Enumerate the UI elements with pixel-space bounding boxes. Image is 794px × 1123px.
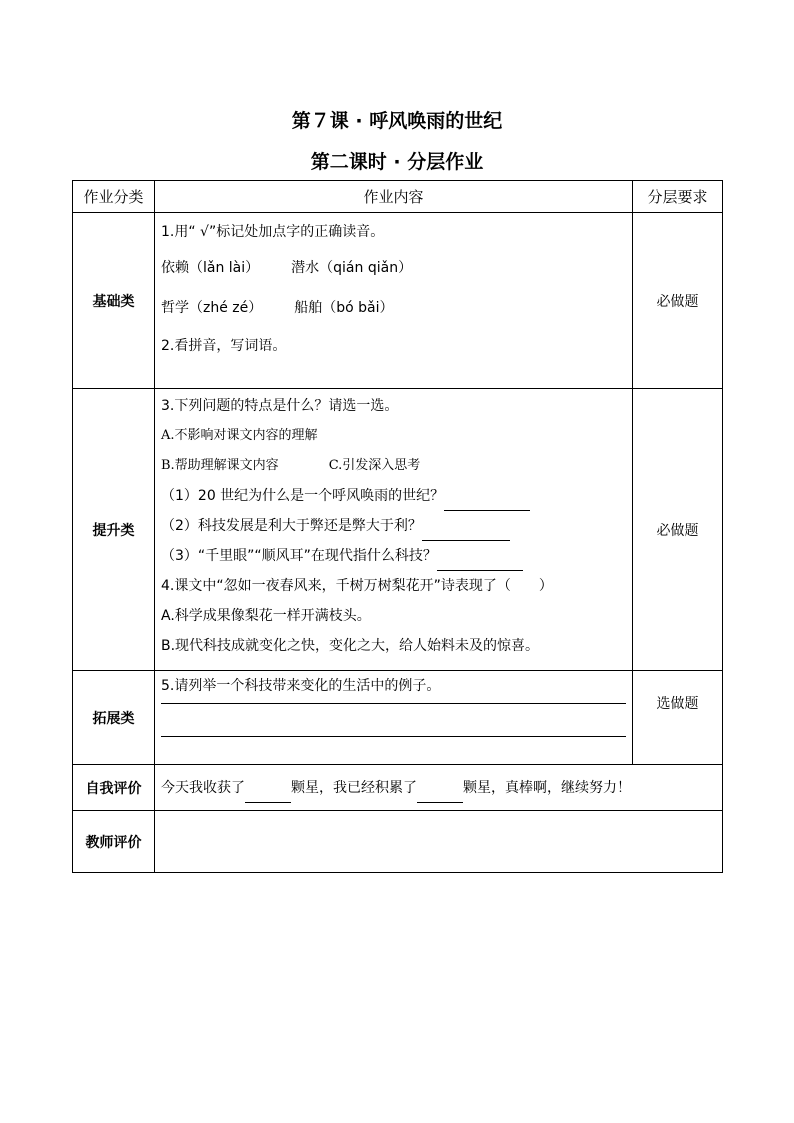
question-4-option-a: A.科学成果像梨花一样开满枝头。 [161, 608, 371, 624]
question-4: 4.课文中“忽如一夜春风来，千树万树梨花开”诗表现了（ ） [161, 578, 553, 594]
header-requirement: 分层要求 [633, 181, 723, 213]
question-5: 5.请列举一个科技带来变化的生活中的例子。 [161, 678, 441, 694]
answer-line-1[interactable] [161, 695, 626, 704]
word-option: 潜水（qián qiǎn） [291, 260, 413, 276]
requirement-basic: 必做题 [633, 213, 723, 389]
requirement-extended: 选做题 [633, 671, 723, 765]
row-extended [73, 671, 723, 765]
word-row-1 [161, 253, 626, 283]
word-option: 船舶（bó bǎi） [294, 300, 394, 316]
content-self-eval [155, 765, 723, 811]
row-self-eval [73, 765, 723, 811]
requirement-advanced: 必做题 [633, 389, 723, 671]
self-eval-sentence [161, 773, 716, 803]
row-advanced [73, 389, 723, 671]
page-subtitle: 第二课时 · 分层作业 [310, 151, 484, 173]
stars-gained-blank[interactable] [245, 784, 291, 803]
word-option: 依赖（lǎn lài） [161, 260, 260, 276]
question-3: 3.下列问题的特点是什么？请选一选。 [161, 398, 399, 414]
sub-question-text: （1）20 世纪为什么是一个呼风唤雨的世纪？ [161, 488, 445, 504]
word-option: 哲学（zhé zé） [161, 300, 263, 316]
content-basic [155, 213, 633, 389]
row-teacher-eval [73, 811, 723, 873]
content-teacher-eval[interactable] [155, 811, 723, 873]
category-teacher-eval: 教师评价 [73, 811, 155, 873]
answer-blank[interactable] [422, 522, 510, 541]
question-2: 2.看拼音，写词语。 [161, 338, 287, 354]
self-eval-text: 颗星，我已经积累了 [291, 779, 417, 796]
question-4-option-b: B.现代科技成就变化之快，变化之大，给人始料未及的惊喜。 [161, 638, 540, 654]
content-extended [155, 671, 633, 765]
question-1: 1.用“ √”标记处加点字的正确读音。 [161, 224, 385, 240]
option-b: B.帮助理解课文内容 [161, 458, 279, 473]
sub-question-text: （3）“千里眼”“顺风耳”在现代指什么科技？ [161, 548, 437, 564]
header-content: 作业内容 [155, 181, 633, 213]
option-bc [161, 451, 626, 481]
sub-question-text: （2）科技发展是利大于弊还是弊大于利？ [161, 518, 422, 534]
homework-table [72, 180, 723, 873]
row-basic [73, 213, 723, 389]
word-row-2 [161, 293, 626, 323]
category-extended: 拓展类 [73, 671, 155, 765]
self-eval-text: 颗星，真棒啊，继续努力！ [463, 779, 631, 796]
sub-question-3 [161, 541, 626, 571]
stars-total-blank[interactable] [417, 784, 463, 803]
category-basic: 基础类 [73, 213, 155, 389]
answer-line-2[interactable] [161, 704, 626, 737]
content-advanced [155, 389, 633, 671]
header-category: 作业分类 [73, 181, 155, 213]
category-self-eval: 自我评价 [73, 765, 155, 811]
option-a: A.不影响对课文内容的理解 [161, 428, 318, 443]
answer-blank[interactable] [437, 552, 523, 571]
sub-question-1 [161, 481, 626, 511]
page-title: 第７课 · 呼风唤雨的世纪 [291, 110, 503, 132]
option-c: C.引发深入思考 [328, 458, 421, 473]
self-eval-text: 今天我收获了 [161, 779, 245, 796]
category-advanced: 提升类 [73, 389, 155, 671]
answer-blank[interactable] [444, 492, 530, 511]
header-row [73, 181, 723, 213]
sub-question-2 [161, 511, 626, 541]
